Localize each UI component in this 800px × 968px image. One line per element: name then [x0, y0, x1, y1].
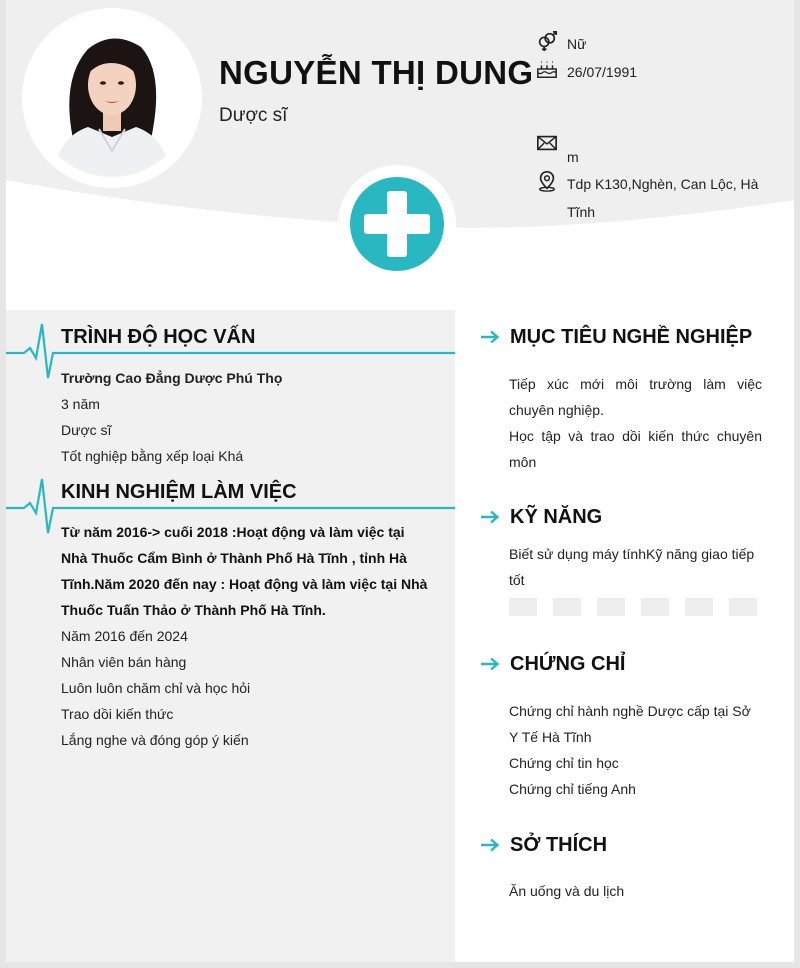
skill-rating-box — [509, 598, 537, 616]
skills-text: Biết sử dụng máy tínhKỹ năng giao tiếp tốt — [509, 546, 755, 588]
certificate-item: Chứng chỉ hành nghề Dược cấp tại Sở Y Tế Hà Tĩnh — [509, 703, 751, 745]
birthday-cake-icon — [536, 58, 558, 80]
certificates-title: CHỨNG CHỈ — [510, 653, 626, 675]
email-text[interactable]: m — [567, 149, 579, 165]
objective-line: Tiếp xúc mới môi trường làm việc chuyên nghiệp. — [509, 376, 762, 418]
medical-cross-icon — [350, 177, 444, 271]
candidate-name: NGUYỄN THỊ DUNG — [219, 54, 534, 91]
address-text: Tdp K130,Nghèn, Can Lộc, Hà Tĩnh — [567, 176, 759, 220]
hobbies-title: SỞ THÍCH — [510, 834, 608, 856]
objective-line: Học tập và trao dồi kiến thức chuyên môn — [509, 428, 762, 470]
skill-rating-box — [685, 598, 713, 616]
experience-detail: Trao dồi kiến thức — [61, 706, 174, 722]
avatar — [33, 19, 191, 177]
experience-paragraph: Từ năm 2016-> cuối 2018 :Hoạt động và làm việc tại Nhà Thuốc Cẩm Bình ở Thành Phố Hà Tĩnh , tỉnh Hà Tĩnh.Năm 2020 đến nay : Hoạt động và làm việc tại Nhà Thuốc Tuấn Thảo ở Thành Phố Hà Tĩnh. — [61, 524, 428, 618]
job-title: Dược sĩ — [219, 105, 288, 126]
certificate-item: Chứng chỉ tiếng Anh — [509, 781, 636, 797]
hobbies-text: Ăn uống và du lịch — [509, 883, 625, 899]
experience-detail: Luôn luôn chăm chỉ và học hỏi — [61, 680, 251, 696]
cv-page — [6, 0, 794, 962]
education-duration: 3 năm — [61, 396, 100, 412]
skill-rating — [509, 598, 757, 616]
skills-title: KỸ NĂNG — [510, 506, 603, 528]
gender-text: Nữ — [567, 36, 587, 52]
skill-rating-box — [597, 598, 625, 616]
location-pin-icon — [536, 170, 558, 192]
experience-period: Năm 2016 đến 2024 — [61, 628, 188, 644]
education-result: Tốt nghiệp bằng xếp loại Khá — [61, 448, 244, 464]
education-school: Trường Cao Đẳng Dược Phú Thọ — [61, 370, 283, 386]
envelope-icon — [536, 132, 558, 154]
education-title: TRÌNH ĐỘ HỌC VẤN — [61, 326, 256, 348]
experience-detail: Lắng nghe và đóng góp ý kiến — [61, 732, 249, 748]
arrow-right-icon — [480, 838, 500, 852]
certificate-item: Chứng chỉ tin học — [509, 755, 619, 771]
gender-icon — [536, 30, 558, 52]
contact-address — [536, 170, 766, 226]
experience-position: Nhân viên bán hàng — [61, 654, 187, 670]
arrow-right-icon — [480, 657, 500, 671]
experience-title: KINH NGHIỆM LÀM VIỆC — [61, 481, 297, 503]
contact-email — [536, 132, 579, 171]
arrow-right-icon — [480, 510, 500, 524]
arrow-right-icon — [480, 330, 500, 344]
birthday-text: 26/07/1991 — [567, 64, 638, 80]
skill-rating-box — [729, 598, 757, 616]
education-major: Dược sĩ — [61, 422, 112, 438]
objective-title: MỤC TIÊU NGHỀ NGHIỆP — [510, 326, 753, 348]
skill-rating-box — [553, 598, 581, 616]
contact-gender — [536, 30, 586, 58]
contact-birthday — [536, 58, 637, 86]
skill-rating-box — [641, 598, 669, 616]
